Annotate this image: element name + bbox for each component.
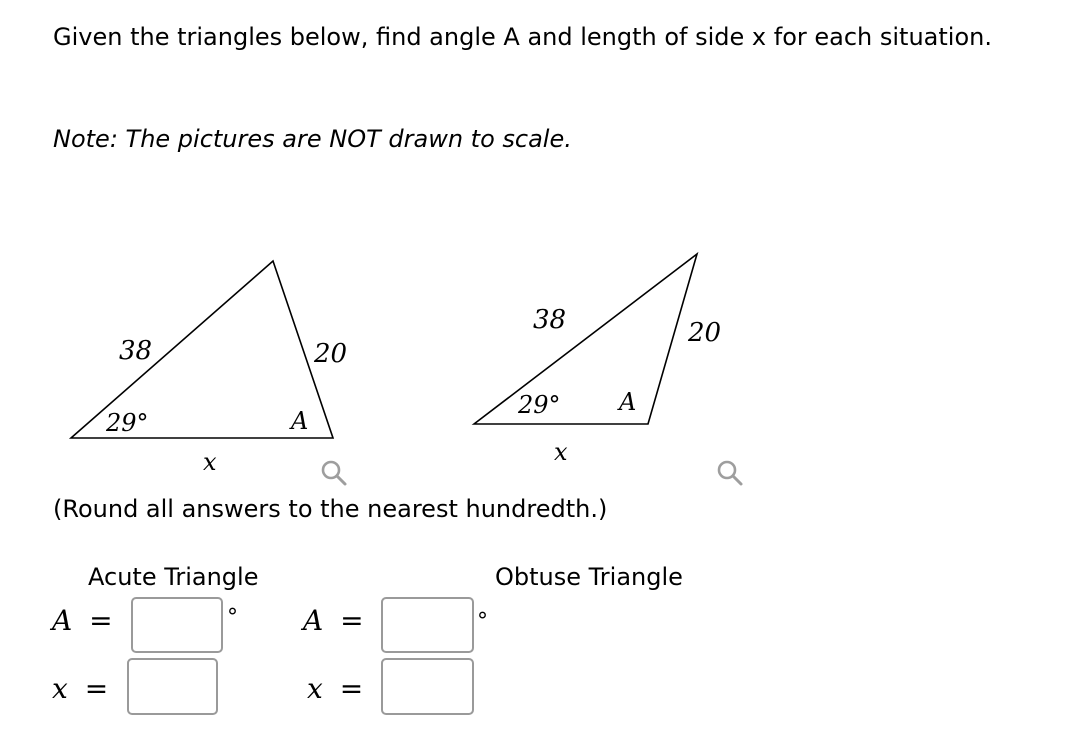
zoom-obtuse-icon[interactable]	[714, 457, 748, 491]
obtuse-given-angle-label: 29°	[518, 391, 561, 419]
obtuse-side-variable: x	[307, 672, 323, 705]
acute-unknown-angle-label: A	[291, 407, 309, 435]
rounding-instruction: (Round all answers to the nearest hundredth.)	[53, 495, 608, 523]
acute-side-right-label: 20	[314, 339, 348, 369]
acute-given-angle-label: 29°	[106, 409, 149, 437]
acute-side-equals: =	[84, 672, 109, 705]
obtuse-angle-equals: =	[340, 604, 364, 637]
obtuse-side-input[interactable]	[381, 658, 474, 715]
acute-angle-equals: =	[89, 604, 113, 637]
obtuse-side-left-label: 38	[533, 305, 567, 335]
scale-note: Note: The pictures are NOT drawn to scale.	[53, 125, 572, 153]
obtuse-degree-symbol: °	[477, 609, 488, 634]
obtuse-angle-input[interactable]	[381, 597, 474, 653]
obtuse-angle-variable: A	[303, 604, 324, 637]
zoom-acute-icon[interactable]	[318, 457, 352, 491]
problem-prompt: Given the triangles below, find angle A and length of side x for each situation.	[53, 23, 992, 51]
acute-angle-input[interactable]	[131, 597, 223, 653]
acute-triangle-heading: Acute Triangle	[88, 563, 259, 591]
obtuse-side-equals: =	[339, 672, 364, 705]
acute-angle-row-label	[52, 604, 113, 637]
obtuse-side-right-label: 20	[688, 318, 722, 348]
acute-side-row-label	[52, 672, 109, 705]
acute-side-bottom-label: x	[203, 448, 217, 476]
obtuse-triangle-heading: Obtuse Triangle	[495, 563, 683, 591]
acute-side-input[interactable]	[127, 658, 218, 715]
acute-side-variable: x	[52, 672, 68, 705]
acute-angle-variable: A	[52, 604, 73, 637]
acute-side-left-label: 38	[119, 336, 153, 366]
obtuse-triangle-shape	[474, 254, 697, 424]
acute-degree-symbol: °	[227, 605, 238, 630]
obtuse-side-bottom-label: x	[554, 438, 568, 466]
obtuse-side-row-label	[307, 672, 364, 705]
obtuse-unknown-angle-label: A	[619, 388, 637, 416]
obtuse-angle-row-label	[303, 604, 364, 637]
